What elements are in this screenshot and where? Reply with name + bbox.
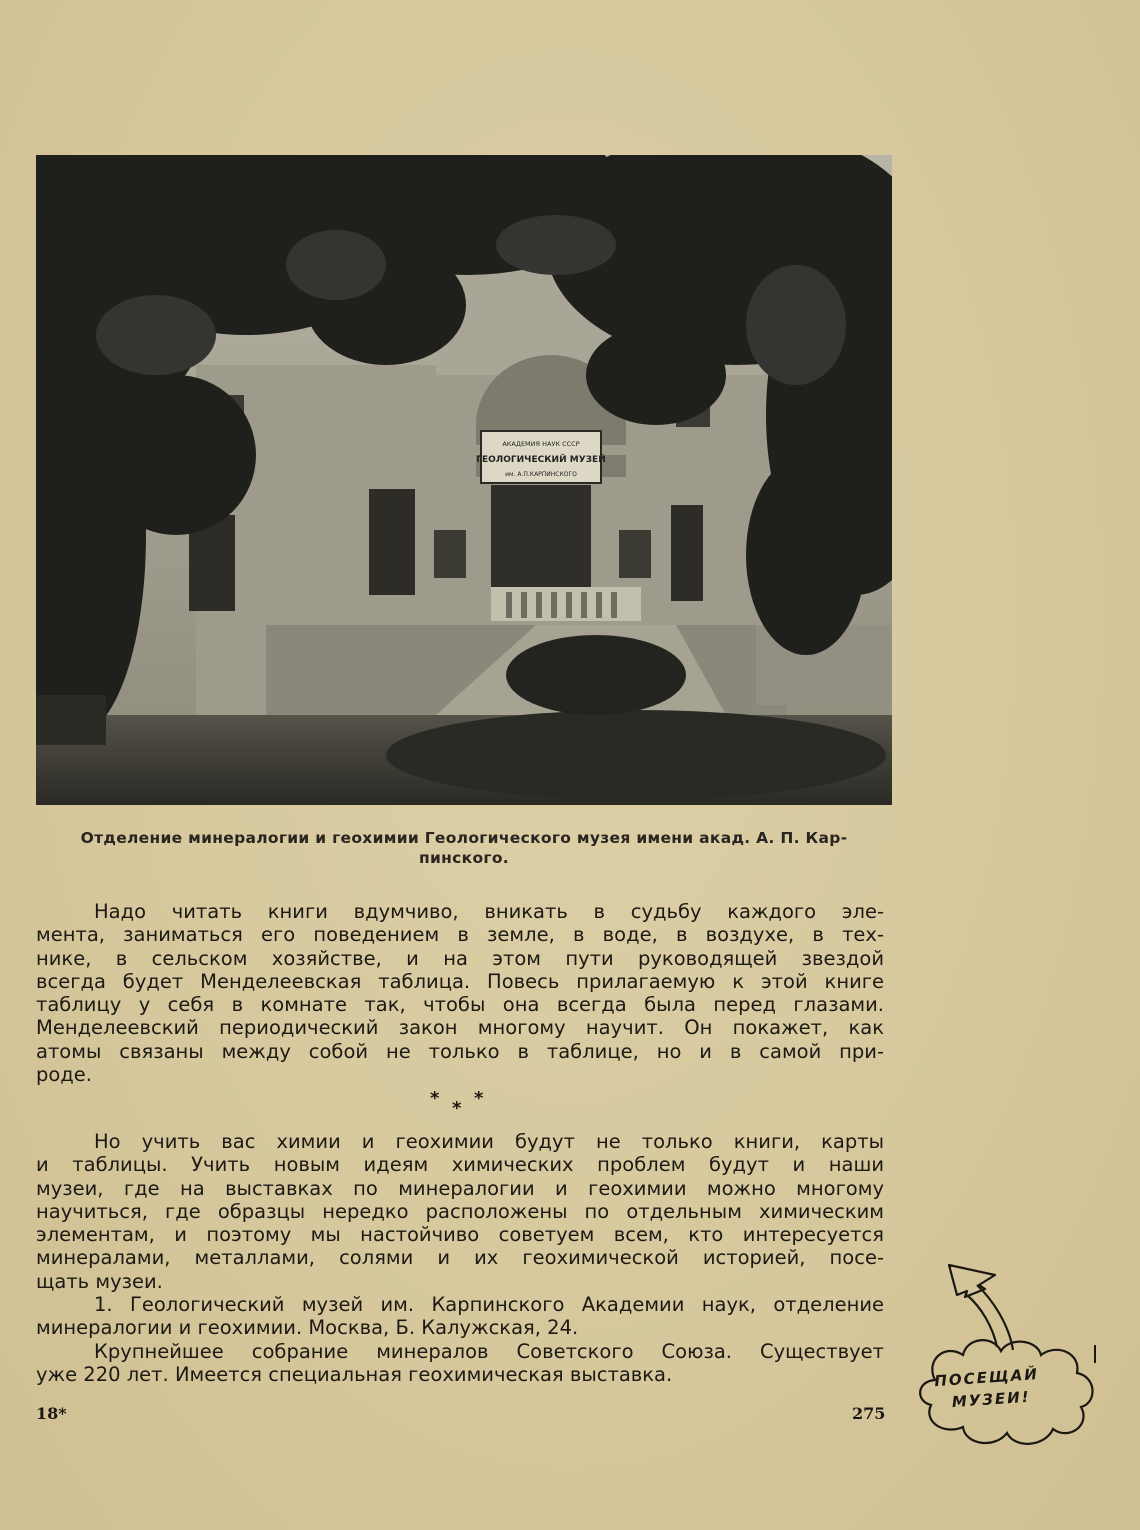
text-line: мента, заниматься его поведением в земле, в воде, в воздухе, в тех- (36, 923, 884, 947)
text-line: Менделеевский периодический закон многому научит. Он покажет, как (36, 1016, 884, 1040)
text-line: Крупнейшее собрание минералов Советского Союза. Существует (94, 1339, 884, 1363)
text-line: атомы связаны между собой не только в таблице, но и в самой при- (36, 1039, 884, 1063)
text-line: уже 220 лет. Имеется специальная геохимическая выставка. (36, 1362, 673, 1386)
paragraph-1 (36, 900, 884, 1086)
text-line: всегда будет Менделеевская таблица. Повесь прилагаемую к этой книге (36, 969, 884, 993)
sign-line-2: ГЕОЛОГИЧЕСКИЙ МУЗЕЙ (476, 455, 606, 465)
sign-line-1: АКАДЕМИЯ НАУК СССР (502, 440, 580, 448)
text-line: и таблицы. Учить новым идеям химических проблем будут и наши (36, 1153, 884, 1177)
cloud-arrow-icon (905, 1255, 1115, 1455)
text-line: 1. Геологический музей им. Карпинского Академии наук, отделение (94, 1293, 884, 1317)
stamp-line: МУЗЕИ! (951, 1387, 1032, 1412)
text-line: минералогии и геохимии. Москва, Б. Калужская, 24. (36, 1316, 579, 1340)
section-separator (420, 1088, 500, 1118)
text-line: щать музеи. (36, 1269, 163, 1293)
museum-photo (36, 155, 892, 805)
photo-caption (36, 828, 892, 868)
separator-star: * (474, 1088, 484, 1109)
separator-star: * (430, 1088, 440, 1109)
sign-line-3: им. А.П.КАРПИНСКОГО (505, 471, 577, 478)
text-line: научиться, где образцы нередко расположены по отдельным химическим (36, 1199, 884, 1223)
text-line: таблицу у себя в комнате так, чтобы она всегда была перед глазами. (36, 993, 884, 1017)
signature-mark: 18* (36, 1404, 67, 1423)
text-line: нике, в сельском хозяйстве, и на этом пути руководящей звездой (36, 946, 884, 970)
stamp-line: ПОСЕЩАЙ (933, 1364, 1040, 1391)
text-line: музеи, где на выставках по минералогии и геохимии можно многому (36, 1176, 884, 1200)
caption-line-1: Отделение минералогии и геохимии Геологического музея имени акад. А. П. Кар- (80, 829, 848, 847)
text-line: роде. (36, 1063, 92, 1087)
caption-line-2: пинского. (419, 849, 509, 867)
text-line: Но учить вас химии и геохимии будут не только книги, карты (94, 1130, 884, 1153)
text-line: минералами, металлами, солями и их геохимической историей, посе- (36, 1246, 884, 1270)
text-line: элементам, и поэтому мы настойчиво советуем всем, кто интересуется (36, 1223, 884, 1247)
text-line: Надо читать книги вдумчиво, вникать в судьбу каждого эле- (94, 900, 884, 923)
paragraph-2 (36, 1130, 884, 1386)
separator-star: * (452, 1098, 462, 1119)
page-number: 275 (852, 1404, 886, 1423)
